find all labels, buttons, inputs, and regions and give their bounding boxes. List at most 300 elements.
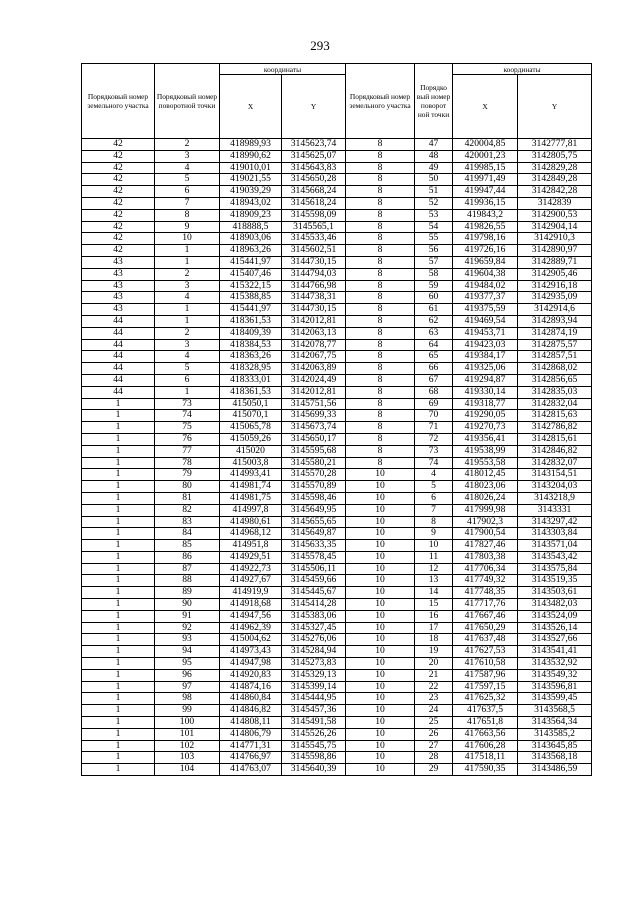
x-cell-right: 417902,3 [453,516,518,528]
y-cell: 3145580,21 [282,457,346,469]
point-cell: 78 [155,457,220,469]
point-cell: 3 [155,280,220,292]
parcel-cell: 42 [82,162,155,174]
parcel-cell: 1 [82,587,155,599]
parcel-cell: 1 [82,516,155,528]
point-cell-right: 57 [415,256,453,268]
y-cell-right: 3142856,65 [518,374,592,386]
y-cell: 3145602,51 [282,245,346,257]
y-cell-right: 3143645,85 [518,740,592,752]
y-cell-right: 3143564,34 [518,717,592,729]
x-cell: 418361,53 [220,386,282,398]
x-cell-right: 417706,34 [453,563,518,575]
y-cell-right: 3142910,3 [518,233,592,245]
point-cell: 5 [155,174,220,186]
table-row [82,504,592,516]
parcel-cell-right: 10 [346,728,415,740]
parcel-cell: 1 [82,752,155,764]
parcel-cell-right: 8 [346,339,415,351]
parcel-cell-right: 8 [346,410,415,422]
parcel-cell-right: 10 [346,516,415,528]
x-cell: 414808,11 [220,717,282,729]
table-row [82,374,592,386]
table-row [82,540,592,552]
point-cell: 80 [155,481,220,493]
x-cell-right: 419318,77 [453,398,518,410]
y-cell-right: 3143585,2 [518,728,592,740]
y-cell-right: 3142849,28 [518,174,592,186]
table-row [82,398,592,410]
x-cell-right: 417651,8 [453,717,518,729]
parcel-cell: 1 [82,528,155,540]
x-cell-right: 419538,99 [453,445,518,457]
x-cell: 419039,29 [220,186,282,198]
table-row [82,728,592,740]
point-cell: 96 [155,669,220,681]
x-cell: 415065,78 [220,422,282,434]
x-cell-right: 417625,32 [453,693,518,705]
table-row [82,363,592,375]
parcel-cell-right: 8 [346,268,415,280]
point-cell-right: 53 [415,209,453,221]
x-cell-right: 419375,59 [453,304,518,316]
point-cell-right: 16 [415,610,453,622]
point-cell-right: 22 [415,681,453,693]
x-cell-right: 418026,24 [453,492,518,504]
y-cell: 3145649,87 [282,528,346,540]
point-cell-right: 23 [415,693,453,705]
point-cell-right: 61 [415,304,453,316]
parcel-cell-right: 10 [346,764,415,776]
parcel-cell: 1 [82,563,155,575]
x-cell: 414980,61 [220,516,282,528]
point-cell: 9 [155,221,220,233]
parcel-cell: 42 [82,221,155,233]
parcel-cell: 1 [82,410,155,422]
y-cell-right: 3143297,42 [518,516,592,528]
x-cell-right: 419971,49 [453,174,518,186]
parcel-cell-right: 10 [346,575,415,587]
point-cell-right: 62 [415,315,453,327]
table-row [82,221,592,233]
x-cell-right: 420001,23 [453,150,518,162]
header-point-number-right: Порядко вый номер поворот ной точки [415,64,453,139]
point-cell-right: 20 [415,658,453,670]
point-cell-right: 25 [415,717,453,729]
parcel-cell: 44 [82,315,155,327]
x-cell: 414968,12 [220,528,282,540]
parcel-cell-right: 8 [346,304,415,316]
table-row [82,422,592,434]
y-cell: 3145655,65 [282,516,346,528]
y-cell-right: 3142935,09 [518,292,592,304]
y-cell: 3145751,56 [282,398,346,410]
table-row [82,162,592,174]
point-cell: 90 [155,599,220,611]
x-cell-right: 417717,76 [453,599,518,611]
y-cell: 3145491,58 [282,717,346,729]
parcel-cell: 1 [82,634,155,646]
x-cell-right: 419826,55 [453,221,518,233]
y-cell: 3145506,11 [282,563,346,575]
point-cell-right: 12 [415,563,453,575]
header-x-right: X [453,75,518,139]
x-cell-right: 417803,38 [453,551,518,563]
point-cell: 92 [155,622,220,634]
parcel-cell: 1 [82,599,155,611]
point-cell-right: 63 [415,327,453,339]
y-cell: 3145673,74 [282,422,346,434]
y-cell-right: 3143524,09 [518,610,592,622]
parcel-cell-right: 8 [346,221,415,233]
x-cell: 418963,26 [220,245,282,257]
parcel-cell-right: 10 [346,622,415,634]
point-cell-right: 73 [415,445,453,457]
table-row [82,740,592,752]
parcel-cell-right: 8 [346,186,415,198]
y-cell-right: 3143532,92 [518,658,592,670]
coordinates-table [81,63,592,776]
x-cell: 419021,55 [220,174,282,186]
x-cell: 418989,93 [220,139,282,151]
x-cell-right: 419726,16 [453,245,518,257]
parcel-cell-right: 8 [346,386,415,398]
table-row [82,209,592,221]
y-cell-right: 3142893,94 [518,315,592,327]
y-cell: 3145383,06 [282,610,346,622]
parcel-cell-right: 10 [346,563,415,575]
parcel-cell: 1 [82,646,155,658]
y-cell: 3145545,75 [282,740,346,752]
table-row [82,622,592,634]
parcel-cell: 42 [82,150,155,162]
x-cell: 418361,53 [220,315,282,327]
parcel-cell-right: 10 [346,599,415,611]
parcel-cell-right: 10 [346,469,415,481]
x-cell-right: 417610,58 [453,658,518,670]
y-cell-right: 3143568,5 [518,705,592,717]
parcel-cell-right: 10 [346,587,415,599]
parcel-cell-right: 10 [346,693,415,705]
point-cell: 1 [155,245,220,257]
x-cell-right: 419377,37 [453,292,518,304]
table-row [82,634,592,646]
header-coordinates-left: координаты [220,64,346,75]
y-cell: 3145570,89 [282,481,346,493]
y-cell-right: 3143154,51 [518,469,592,481]
parcel-cell-right: 8 [346,233,415,245]
point-cell: 83 [155,516,220,528]
parcel-cell: 1 [82,658,155,670]
parcel-cell-right: 10 [346,669,415,681]
x-cell-right: 417518,11 [453,752,518,764]
point-cell: 4 [155,351,220,363]
point-cell-right: 6 [415,492,453,504]
point-cell-right: 66 [415,363,453,375]
y-cell: 3144794,03 [282,268,346,280]
parcel-cell: 1 [82,705,155,717]
point-cell-right: 29 [415,764,453,776]
point-cell: 5 [155,363,220,375]
y-cell-right: 3143486,59 [518,764,592,776]
y-cell-right: 3142857,51 [518,351,592,363]
point-cell-right: 47 [415,139,453,151]
parcel-cell: 42 [82,174,155,186]
table-row [82,575,592,587]
table-row [82,445,592,457]
table-row [82,233,592,245]
y-cell-right: 3142832,07 [518,457,592,469]
y-cell-right: 3142815,61 [518,433,592,445]
point-cell: 102 [155,740,220,752]
parcel-cell-right: 10 [346,610,415,622]
x-cell-right: 417627,53 [453,646,518,658]
point-cell-right: 64 [415,339,453,351]
parcel-cell: 1 [82,422,155,434]
point-cell: 73 [155,398,220,410]
parcel-cell: 42 [82,197,155,209]
point-cell: 87 [155,563,220,575]
y-cell: 3145625,07 [282,150,346,162]
table-row [82,481,592,493]
y-cell: 3145565,1 [282,221,346,233]
table-row [82,351,592,363]
x-cell-right: 417606,28 [453,740,518,752]
parcel-cell-right: 10 [346,717,415,729]
parcel-cell-right: 10 [346,658,415,670]
table-row [82,681,592,693]
point-cell: 6 [155,186,220,198]
x-cell-right: 419553,58 [453,457,518,469]
point-cell: 104 [155,764,220,776]
point-cell: 2 [155,268,220,280]
y-cell-right: 3143331 [518,504,592,516]
table-row [82,386,592,398]
x-cell: 415322,15 [220,280,282,292]
parcel-cell-right: 8 [346,457,415,469]
point-cell-right: 28 [415,752,453,764]
x-cell: 415441,97 [220,304,282,316]
y-cell: 3145650,28 [282,174,346,186]
parcel-cell-right: 8 [346,433,415,445]
x-cell: 414806,79 [220,728,282,740]
point-cell-right: 65 [415,351,453,363]
table-row [82,646,592,658]
point-cell: 2 [155,139,220,151]
parcel-cell: 1 [82,681,155,693]
point-cell: 100 [155,717,220,729]
x-cell-right: 419604,38 [453,268,518,280]
parcel-cell: 1 [82,481,155,493]
y-cell-right: 3142786,82 [518,422,592,434]
table-row [82,410,592,422]
y-cell: 3145633,35 [282,540,346,552]
table-row [82,268,592,280]
parcel-cell: 43 [82,256,155,268]
header-y: Y [282,75,346,139]
header-parcel-number-right: Порядковый номер земельного участка [346,64,415,139]
x-cell-right: 419936,15 [453,197,518,209]
table-row [82,693,592,705]
x-cell: 414860,84 [220,693,282,705]
x-cell: 415004,62 [220,634,282,646]
point-cell-right: 17 [415,622,453,634]
y-cell-right: 3142875,57 [518,339,592,351]
x-cell: 418384,53 [220,339,282,351]
parcel-cell: 1 [82,398,155,410]
point-cell: 84 [155,528,220,540]
x-cell: 415388,85 [220,292,282,304]
point-cell-right: 58 [415,268,453,280]
parcel-cell: 42 [82,186,155,198]
y-cell: 3145276,06 [282,634,346,646]
y-cell-right: 3143503,61 [518,587,592,599]
point-cell: 82 [155,504,220,516]
table-row [82,469,592,481]
y-cell-right: 3142835,03 [518,386,592,398]
y-cell-right: 3142868,02 [518,363,592,375]
y-cell-right: 3143218,9 [518,492,592,504]
point-cell: 6 [155,374,220,386]
x-cell: 418363,26 [220,351,282,363]
x-cell-right: 417900,54 [453,528,518,540]
parcel-cell-right: 8 [346,256,415,268]
x-cell: 418888,5 [220,221,282,233]
parcel-cell: 1 [82,610,155,622]
y-cell: 3145668,24 [282,186,346,198]
parcel-cell-right: 8 [346,292,415,304]
parcel-cell-right: 8 [346,351,415,363]
parcel-cell: 1 [82,445,155,457]
y-cell: 3145643,83 [282,162,346,174]
parcel-cell-right: 8 [346,422,415,434]
table-row [82,304,592,316]
y-cell-right: 3143541,41 [518,646,592,658]
parcel-cell-right: 8 [346,327,415,339]
x-cell-right: 417749,32 [453,575,518,587]
x-cell: 414766,97 [220,752,282,764]
y-cell: 3145444,95 [282,693,346,705]
parcel-cell: 42 [82,245,155,257]
point-cell-right: 4 [415,469,453,481]
x-cell: 415003,8 [220,457,282,469]
table-row [82,610,592,622]
x-cell: 418990,62 [220,150,282,162]
y-cell-right: 3142890,97 [518,245,592,257]
x-cell: 415441,97 [220,256,282,268]
x-cell-right: 419325,06 [453,363,518,375]
y-cell-right: 3142900,53 [518,209,592,221]
point-cell-right: 10 [415,540,453,552]
y-cell: 3145533,46 [282,233,346,245]
y-cell-right: 3143482,03 [518,599,592,611]
x-cell-right: 419294,87 [453,374,518,386]
x-cell: 414763,07 [220,764,282,776]
header-x: X [220,75,282,139]
table-row [82,457,592,469]
parcel-cell: 1 [82,728,155,740]
parcel-cell: 43 [82,268,155,280]
x-cell: 415059,26 [220,433,282,445]
parcel-cell: 42 [82,209,155,221]
parcel-cell-right: 8 [346,174,415,186]
parcel-cell: 1 [82,457,155,469]
parcel-cell-right: 8 [346,197,415,209]
y-cell-right: 3142846,82 [518,445,592,457]
y-cell-right: 3143527,66 [518,634,592,646]
point-cell-right: 74 [415,457,453,469]
y-cell-right: 3143568,18 [518,752,592,764]
table-row [82,717,592,729]
x-cell-right: 419356,41 [453,433,518,445]
table-row [82,705,592,717]
point-cell: 85 [155,540,220,552]
parcel-cell-right: 10 [346,481,415,493]
table-row [82,492,592,504]
table-row [82,658,592,670]
parcel-cell: 43 [82,292,155,304]
table-row [82,433,592,445]
parcel-cell: 1 [82,575,155,587]
y-cell: 3142078,77 [282,339,346,351]
x-cell-right: 419484,02 [453,280,518,292]
y-cell: 3145273,83 [282,658,346,670]
y-cell: 3142067,75 [282,351,346,363]
y-cell: 3142063,13 [282,327,346,339]
parcel-cell: 1 [82,469,155,481]
y-cell: 3145649,95 [282,504,346,516]
y-cell-right: 3143519,35 [518,575,592,587]
y-cell-right: 3142889,71 [518,256,592,268]
x-cell: 414846,82 [220,705,282,717]
x-cell: 418409,39 [220,327,282,339]
parcel-cell: 1 [82,492,155,504]
point-cell: 74 [155,410,220,422]
parcel-cell: 1 [82,622,155,634]
parcel-cell: 1 [82,433,155,445]
x-cell-right: 419453,71 [453,327,518,339]
y-cell-right: 3142904,14 [518,221,592,233]
point-cell-right: 9 [415,528,453,540]
point-cell: 89 [155,587,220,599]
x-cell-right: 417650,29 [453,622,518,634]
y-cell-right: 3142815,63 [518,410,592,422]
table-row [82,315,592,327]
x-cell: 414927,67 [220,575,282,587]
y-cell: 3145618,24 [282,197,346,209]
parcel-cell-right: 8 [346,209,415,221]
point-cell-right: 13 [415,575,453,587]
point-cell: 95 [155,658,220,670]
parcel-cell-right: 8 [346,398,415,410]
table-row [82,327,592,339]
point-cell-right: 50 [415,174,453,186]
parcel-cell: 1 [82,504,155,516]
point-cell-right: 56 [415,245,453,257]
parcel-cell-right: 10 [346,646,415,658]
y-cell-right: 3142805,75 [518,150,592,162]
table-row [82,256,592,268]
y-cell-right: 3143526,14 [518,622,592,634]
point-cell: 91 [155,610,220,622]
point-cell: 77 [155,445,220,457]
point-cell: 1 [155,386,220,398]
table-row [82,669,592,681]
y-cell: 3142012,81 [282,386,346,398]
table-row [82,197,592,209]
parcel-cell: 44 [82,386,155,398]
y-cell: 3145414,28 [282,599,346,611]
